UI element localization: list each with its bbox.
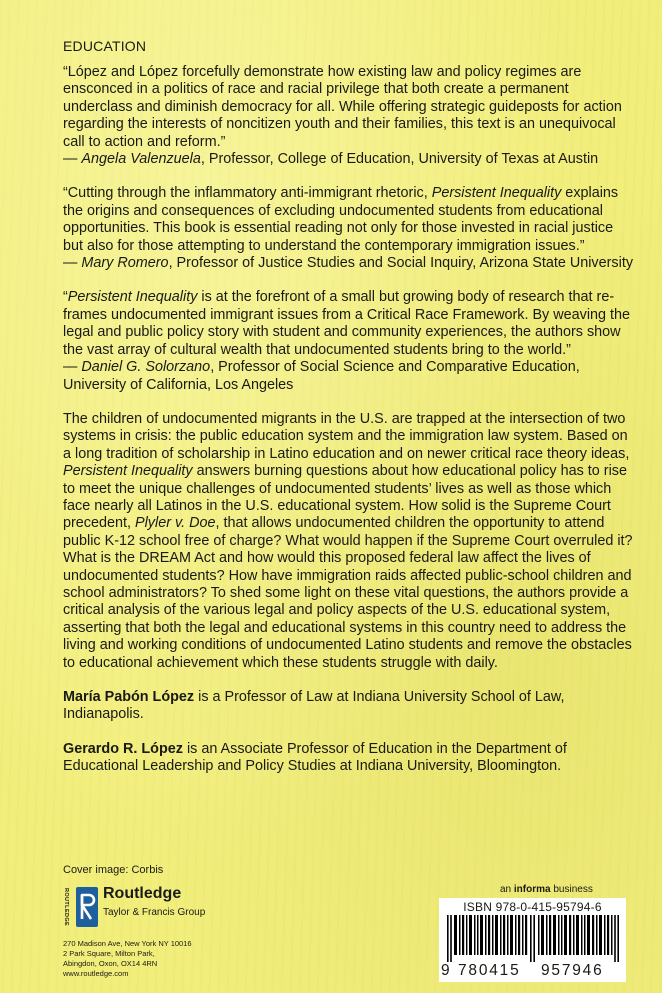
author-bio-1: [63, 689, 633, 724]
blurb-quote-part: “: [63, 289, 68, 306]
address-line: www.routledge.com: [63, 969, 129, 978]
blurb-quote-part: explains the origins and consequences of excluding undocumented students from educational opportunities. This book is essential reading not only for those invested in racial justice but also for those attempting to understand the contemporary immigration issues.”: [63, 185, 619, 254]
informa-prefix: an: [500, 884, 514, 895]
routledge-r-icon: [75, 885, 99, 929]
publisher-name: Routledge: [103, 885, 182, 902]
informa-suffix: business: [550, 884, 593, 895]
description-part: answers burning questions about how educational policy has to rise to meet the unique challenges of undocumented students’ lives as well as those which face nearly all Latinos in the U.S. educational system. How solid is the Supreme Court precedent,: [63, 463, 627, 532]
publisher-addresses: [63, 939, 192, 979]
barcode-digit-first: 9: [441, 962, 452, 979]
book-title-inline: Persistent Inequality: [67, 289, 198, 306]
blurb-quote-part: “Cutting through the inflammatory anti-immigrant rhetoric,: [63, 185, 432, 202]
address-line: 270 Madison Ave, New York NY 10016: [63, 939, 192, 948]
address-line: Abingdon, Oxon, OX14 4RN: [63, 959, 158, 968]
reviewer-name: Angela Valenzuela: [81, 151, 201, 168]
description-part: The children of undocumented migrants in the U.S. are trapped at the intersection of two systems in crisis: the public education system and the immigration law system. Based on a long tradition of scholarship in Latino education and on newer critical race theory ideas,: [63, 410, 630, 462]
blurb-quote-part: is at the forefront of a small but growing body of research that re-frames undocumented immigrant issues from a Critical Race Framework. By weaving the legal and public policy story with student and community experiences, the authors show the vast array of cultural wealth that undocumented students bring to the world.”: [63, 289, 631, 358]
barcode-icon: [447, 915, 619, 962]
book-description: [63, 411, 633, 672]
author-name: Gerardo R. López: [63, 740, 183, 757]
book-title-inline: Persistent Inequality: [63, 463, 193, 480]
publisher-side-text: ROUTLEDGE: [63, 887, 69, 927]
back-cover-text: [63, 38, 633, 793]
blurb-solorzano: [63, 289, 633, 393]
reviewer-title: , Professor of Social Science and Comparative Education, University of California, Los Angeles: [63, 359, 580, 393]
case-name-inline: Plyler v. Doe: [135, 515, 216, 532]
book-title-inline: Persistent Inequality: [431, 185, 562, 202]
attribution-dash: —: [63, 255, 82, 272]
informa-tagline: [500, 884, 593, 895]
isbn-label: ISBN 978-0-415-95794-6: [463, 900, 602, 914]
attribution-dash: —: [63, 359, 82, 376]
author-bio-text: is a Professor of Law at Indiana University School of Law, Indianapolis.: [63, 689, 565, 723]
blurb-quote: “López and López forcefully demonstrate how existing law and policy regimes are ensconced in a politics of race and racial privilege that both create a permanent underclass and diminish democracy for all. While offering strategic guideposts for action regarding the interests of noncitizen youth and their families, this text is an unequivocal call to action and reform.”: [63, 64, 622, 150]
blurb-attribution: [63, 359, 633, 394]
attribution-dash: —: [63, 151, 82, 168]
blurb-attribution: [63, 151, 633, 168]
blurb-romero: [63, 185, 633, 272]
description-part: , that allows undocumented children the opportunity to attend public K-12 school free of charge? What would happen if the Supreme Court overruled it? What is the DREAM Act and how would this proposed federal law affect the lives of undocumented students? How have immigration raids affected public-school children and school administrators? To shed some light on these vital questions, the authors provide a critical analysis of the various legal and policy aspects of the U.S. educational system, asserting that both the legal and educational systems in this country need to address the living and working conditions of undocumented Latino students and remove the obstacles to educational achievement which these students struggle with daily.: [63, 515, 633, 671]
reviewer-title: , Professor, College of Education, University of Texas at Austin: [200, 151, 599, 168]
author-name: María Pabón López: [63, 689, 195, 705]
blurb-attribution: [63, 255, 633, 272]
cover-credit: Cover image: Corbis: [63, 864, 164, 876]
reviewer-name: Daniel G. Solorzano: [81, 359, 211, 376]
isbn-barcode: [439, 898, 626, 982]
reviewer-name: Mary Romero: [81, 255, 169, 272]
barcode-digits-left: 780415: [458, 962, 521, 979]
author-bio-text: is an Associate Professor of Education in the Department of Educational Leadership and Policy Studies at Indiana University, Bloomington.: [63, 740, 567, 775]
author-bio-2: [63, 741, 633, 776]
barcode-digits-right: 957946: [541, 962, 604, 979]
blurb-valenzuela: [63, 64, 633, 168]
publisher-group: Taylor & Francis Group: [103, 907, 206, 918]
publisher-logo: [63, 883, 263, 935]
category-label: EDUCATION: [63, 38, 147, 54]
informa-brand: informa: [513, 884, 551, 895]
address-line: 2 Park Square, Milton Park,: [63, 949, 155, 958]
reviewer-title: , Professor of Justice Studies and Social Inquiry, Arizona State University: [168, 255, 634, 272]
